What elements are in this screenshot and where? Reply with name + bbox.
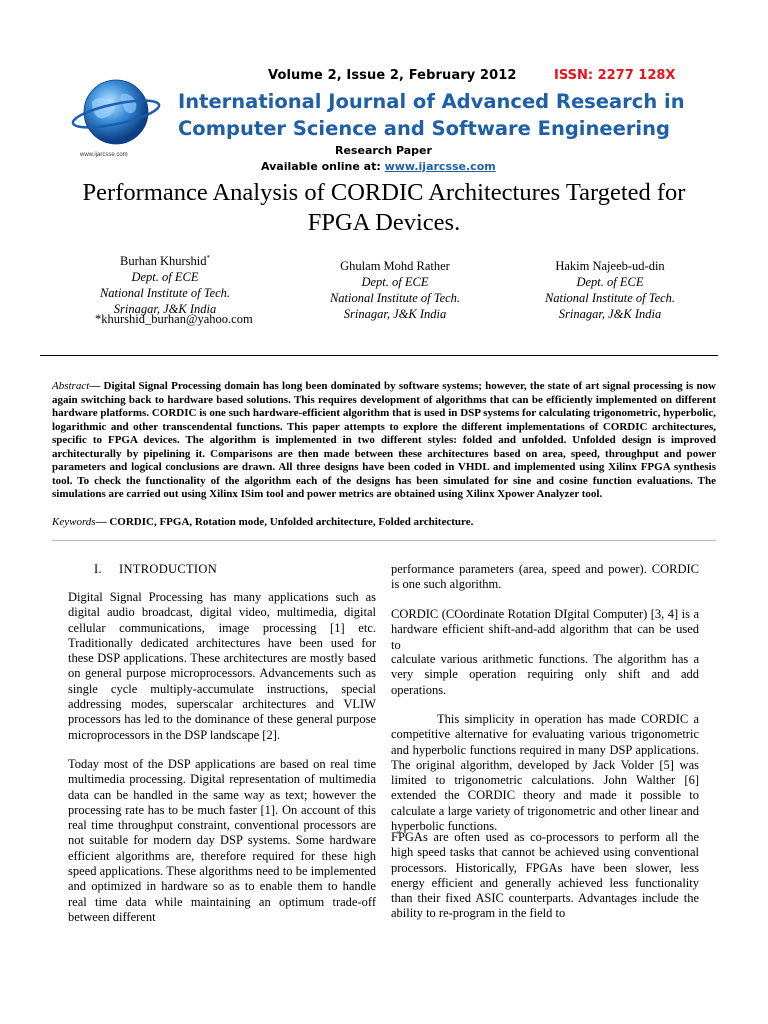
- body-paragraph: Digital Signal Processing has many applications such as digital audio broadcast, digital video, multimedia, digital cellular communications, image processing [1] etc. Traditionally dedicated architectures have been used for these DSP applications. These architectures are mostly based on general purpose microprocessors. Advancements such as single cycle multiply-accumulate instructions, special addressing modes, superscalar architectures and VLIW processors has led to the dominance of these general purpose microprocessors in the DSP landscape [2].: [68, 590, 376, 742]
- available-label: Available online at:: [261, 160, 385, 173]
- section-number: I.: [94, 562, 102, 576]
- author-block: [505, 258, 715, 322]
- author-place: Srinagar, J&K India: [113, 302, 217, 317]
- author-name: Burhan Khurshid: [120, 254, 207, 269]
- author-block: [60, 250, 270, 317]
- author-dept: Dept. of ECE: [361, 275, 429, 289]
- author-place: Srinagar, J&K India: [558, 307, 662, 321]
- author-inst: National Institute of Tech.: [544, 291, 676, 305]
- author-name: Ghulam Mohd Rather: [340, 259, 450, 273]
- volume-issue: Volume 2, Issue 2, February 2012: [268, 68, 517, 83]
- journal-link[interactable]: www.ijarcsse.com: [384, 160, 496, 173]
- section-title: INTRODUCTION: [119, 562, 218, 576]
- journal-logo: [70, 72, 162, 164]
- author-dept: Dept. of ECE: [576, 275, 644, 289]
- body-paragraph: calculate various arithmetic functions. The algorithm has a very simple operation requiring only shift and add operations.: [391, 652, 699, 697]
- body-paragraph: performance parameters (area, speed and power). CORDIC is one such algorithm.: [391, 562, 699, 592]
- keywords: [52, 516, 716, 528]
- body-paragraph: CORDIC (COordinate Rotation DIgital Computer) [3, 4] is a hardware efficient shift-and-add algorithm that can be used to: [391, 607, 699, 652]
- body-paragraph: This simplicity in operation has made CORDIC a competitive alternative for evaluating various trigonometric and hyperbolic functions required in many DSP applications. The original algorithm, developed by Jack Volder [5] was limited to trigonometric calculations. John Walther [6] extended the CORDIC theory and made it possible to calculate a large variety of trigonometric and other linear and hyperbolic functions.: [391, 712, 699, 834]
- author-mark: *: [206, 254, 210, 262]
- journal-name-line2: Computer Science and Software Engineering: [178, 117, 670, 140]
- abstract-divider: [52, 540, 716, 541]
- author-inst: National Institute of Tech.: [99, 286, 231, 301]
- journal-name-line1: International Journal of Advanced Research in: [178, 90, 685, 113]
- abstract: [52, 380, 716, 502]
- keywords-text: CORDIC, FPGA, Rotation mode, Unfolded architecture, Folded architecture.: [109, 516, 474, 528]
- header-divider: [40, 355, 718, 356]
- body-paragraph: FPGAs are often used as co-processors to perform all the high speed tasks that cannot be achieved using conventional processors. Historically, FPGAs have been slower, less energy efficient and generally achieved less functionality than their fixed ASIC counterparts. Advantages include the ability to re-program in the field to: [391, 830, 699, 921]
- availability: [261, 160, 496, 173]
- section-heading: [94, 562, 217, 577]
- author-dept: Dept. of ECE: [131, 270, 199, 285]
- author-place: Srinagar, J&K India: [343, 307, 447, 321]
- author-block: [290, 258, 500, 322]
- issn: ISSN: 2277 128X: [554, 68, 676, 83]
- keywords-label: Keywords: [52, 516, 96, 528]
- abstract-label: Abstract: [52, 380, 90, 392]
- keywords-dash: —: [95, 516, 110, 528]
- globe-icon: [70, 72, 162, 164]
- paper-title-line2: FPGA Devices.: [307, 209, 461, 236]
- paper-title-line1: Performance Analysis of CORDIC Architectures Targeted for: [82, 179, 686, 206]
- abstract-text: Digital Signal Processing domain has long been dominated by software systems; however, the state of art signal processing is now again switching back to hardware based solutions. This requires development of algorithms that can be efficiently implemented on different hardware platforms. CORDIC is one such hardware-efficient algorithm that is used in DSP systems for calculating trigonometric, hyperbolic, logarithmic and other transcendental functions. This paper attempts to explore the different implementations of CORDIC architectures, specific to FPGA devices. The algorithm is implemented in two different styles: folded and unfolded. Unfolded design is improved architecturally by pipelining it. Comparisons are then made between these architectures based on area, speed, throughput and power parameters and logical conclusions are drawn. All three designs have been coded in VHDL and implemented using Xilinx FPGA synthesis tool. To check the functionality of the algorithm each of the designs has been simulated for sine and cosine function evaluations. The simulations are carried out using Xilinx ISim tool and power metrics are obtained using Xilinx Xpower Analyzer tool.: [52, 380, 717, 500]
- paper-type: Research Paper: [335, 144, 432, 157]
- abstract-dash: —: [89, 380, 104, 392]
- logo-url: www.ijarcsse.com: [80, 152, 128, 158]
- body-paragraph: Today most of the DSP applications are based on real time multimedia processing. Digital representation of multimedia data can be handled in the same way as text; however the processing rate has to be much faster [1]. On account of this real time throughput constraint, conventional processors are not suitable for modern day DSP systems. Some hardware efficient algorithms are, therefore required for these high speed applications. These algorithms need to be implemented and optimized in hardware so as to enable them to handle real time data while maintaining an optimum trade-off between different: [68, 757, 376, 924]
- author-name: Hakim Najeeb-ud-din: [555, 259, 665, 273]
- author-email: *khurshid_burhan@yahoo.com: [95, 312, 253, 326]
- author-inst: National Institute of Tech.: [329, 291, 461, 305]
